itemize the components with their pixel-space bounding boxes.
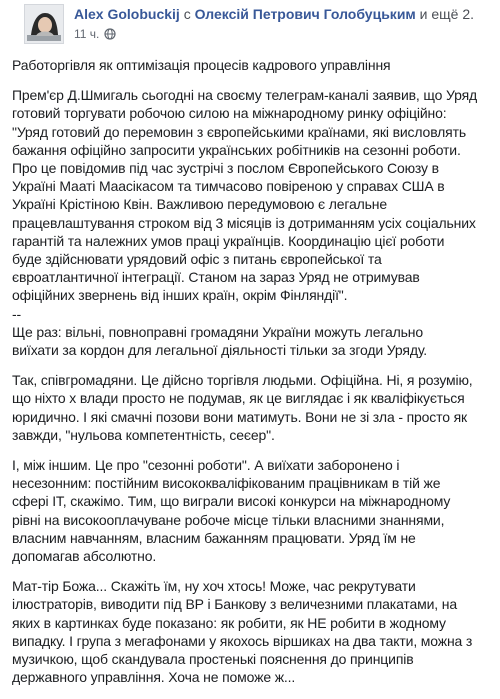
text-line: виїхати за кордон для легальної діяльності тільки за згоди Уряду. [12,342,428,359]
text-line: Про це повідомив під час зустрічі з послом Європейського Союзу в [12,160,439,177]
text-line: яких в картинках буде показано: як робити, як НЕ робити в жодному [12,614,446,631]
text-line: Так, співгромадяни. Це дійсно торгівля людьми. Офіційна. Ні, я розумію, [12,372,473,389]
text-line: завжди, "нульова компетентність, сеєер". [12,426,275,443]
text-line: офіційних звернень від інших країн, окрім Фінляндії". [12,287,348,304]
text-line: Прем'єр Д.Шмигаль сьогодні на своєму телеграм-каналі заявив, що Уряд [12,87,478,104]
post-paragraph-4 [12,577,496,686]
text-line: власним навчанням, власним бажанням працювати. Уряд їм не [12,529,416,546]
with-word: с [183,6,191,22]
post-paragraph-3 [12,456,496,565]
text-line: Мат-тір Божа... Скажіть їм, ну хоч хтось! Може, час рекрутувати [12,578,416,595]
and-others-link[interactable]: и ещё 2. [419,6,475,22]
post-timestamp[interactable]: 11 ч. [74,27,100,41]
post-paragraph-1 [12,86,496,359]
avatar[interactable] [24,4,64,44]
text-line: -- [12,305,22,322]
post-body [12,56,496,699]
text-line: Україні Крістіною Квін. Важливою передумовою є легальне [12,196,388,213]
text-line: буде здійснювати урядовий офіс з питань європейської та [12,251,382,268]
text-line: ілюстраторів, виводити під ВР і Банкову з величезними плакатами, на [12,596,458,613]
text-line: готовий торгувати робочою силою на міжнародному ринку офіційно: [12,105,447,122]
text-line: Ще раз: вільні, повноправні громадяни України можуть легально [12,323,424,340]
text-line: рівні на високооплачуване робоче місце тільки власними знаннями, [12,511,445,528]
text-line: що ніхто х влади просто не подумав, як це виглядає і як кваліфікується [12,390,465,407]
post-meta [74,26,500,42]
tagged-person-link[interactable]: Олексій Петрович Голобуцьким [194,6,416,22]
text-line: гарантій та належних умов праці українців. Координацію цієї роботи [12,232,445,249]
text-line: юридично. І які смачні позови вони матимуть. Вони не зі зла - просто як [12,408,468,425]
text-line: євроатлантичної інтеграції. Станом на зараз Уряд не отримував [12,269,420,286]
post-title: Работоргівля як оптимізація процесів кадрового управління [12,57,391,73]
text-line: музичкою, щоб скандувала простенькі пояснення до принципів [12,651,414,668]
text-line: допомагав абсолютно. [12,548,157,565]
text-line: випадку. І група з мегафонами у якохось віршиках на два такти, можна з [12,632,473,649]
text-line: Україні Мааті Маасікасом та тимчасово повіреною у справах США в [12,178,445,195]
text-line: бажання офіційно запросити українських робітників на сезонні роботи. [12,141,461,158]
text-line: державного управління. Хоча не поможе ж... [12,669,296,686]
avatar-image [25,5,63,43]
post-author-line [74,5,500,23]
post-header [12,0,500,58]
text-line: "Уряд готовий до перемовин з європейськими країнами, які висловлять [12,123,467,140]
author-name-link[interactable]: Alex Golobuckij [74,6,180,22]
text-line: несезонним: постійним висококваліфікованим працівникам в тій же [12,475,441,492]
globe-icon [104,28,116,40]
text-line: сфері IT, скажімо. Тим, що виграли високі конкурси на міжнародному [12,493,451,510]
text-line: І, між іншим. Це про "сезонні роботи". А виїхати заборонено і [12,457,400,474]
post-paragraph-2 [12,371,496,444]
text-line: працевлаштування строком від 3 місяців із дотриманням усіх соціальних [12,214,476,231]
